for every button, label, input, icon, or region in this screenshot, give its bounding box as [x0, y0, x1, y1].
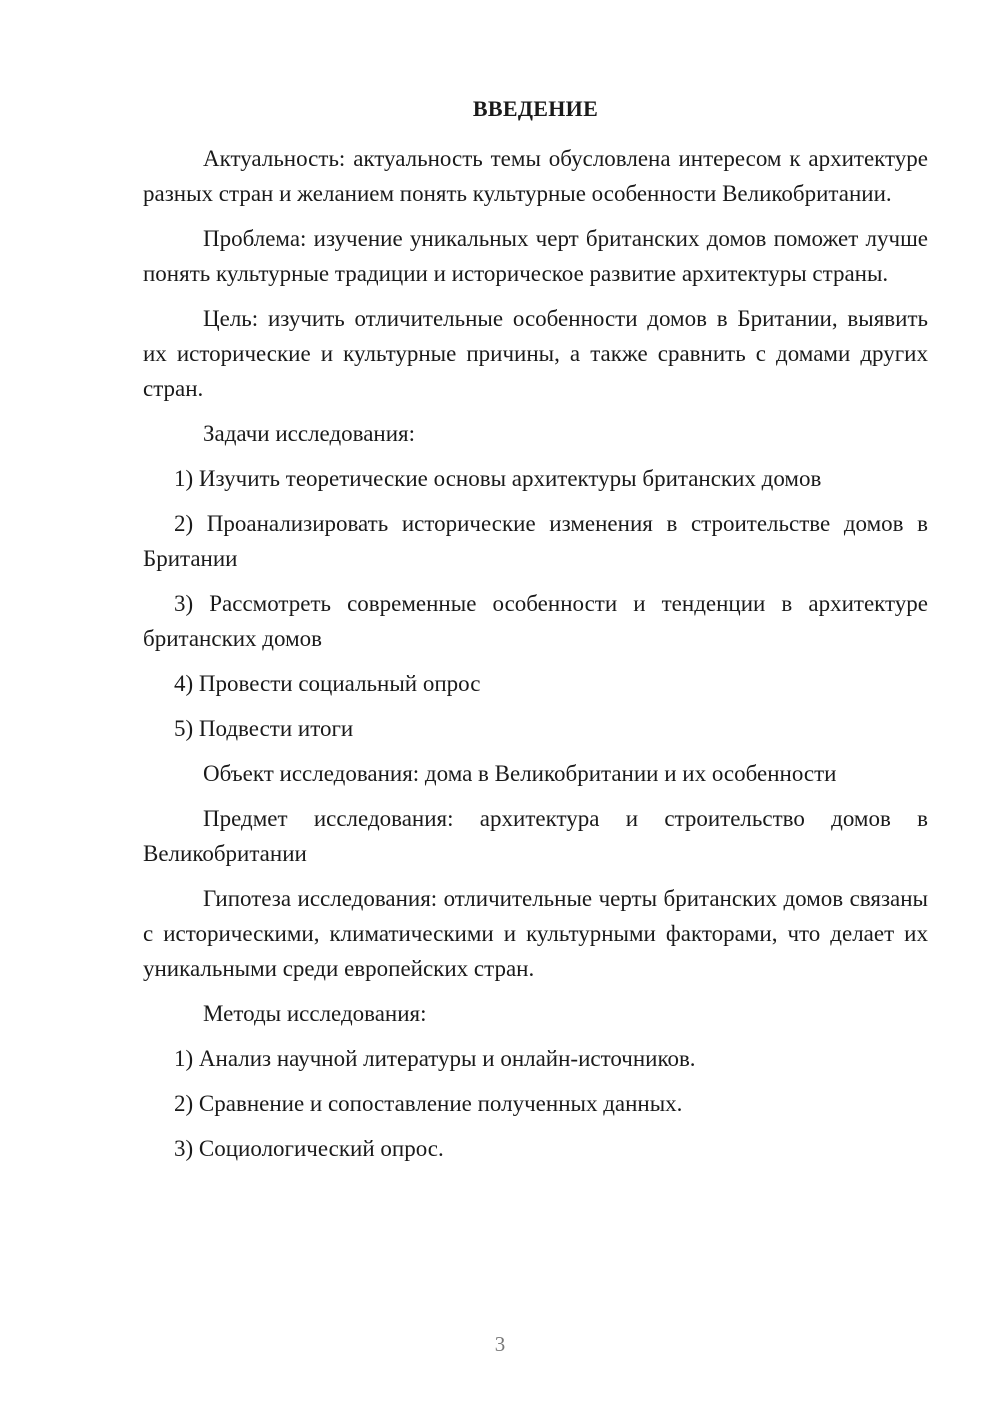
paragraph-tasks-title: Задачи исследования: [203, 421, 416, 446]
task-item-3: 3) Рассмотреть современные особенности и тенденции в архитектуре британских домов [143, 591, 928, 651]
task-item-1: 1) Изучить теоретические основы архитектуры британских домов [174, 466, 822, 491]
task-item-4: 4) Провести социальный опрос [174, 671, 481, 696]
paragraph-goal: Цель: изучить отличительные особенности домов в Британии, выявить их исторические и культурные причины, а также сравнить с домами других стран. [143, 306, 928, 401]
paragraph-methods-title: Методы исследования: [203, 1001, 427, 1026]
paragraph-problem: Проблема: изучение уникальных черт британских домов поможет лучше понять культурные традиции и историческое развитие архитектуры страны. [143, 226, 928, 286]
paragraph-hypothesis: Гипотеза исследования: отличительные черты британских домов связаны с историческими, климатическими и культурными факторами, что делает их уникальными среди европейских стран. [143, 886, 928, 981]
method-item-2: 2) Сравнение и сопоставление полученных данных. [174, 1091, 683, 1116]
task-item-2: 2) Проанализировать исторические изменения в строительстве домов в Британии [143, 511, 928, 571]
page-number: 3 [494, 1332, 506, 1356]
page-content [143, 94, 928, 1176]
method-item-1: 1) Анализ научной литературы и онлайн-источников. [174, 1046, 696, 1071]
section-heading: ВВЕДЕНИЕ [472, 96, 599, 121]
paragraph-object: Объект исследования: дома в Великобритании и их особенности [203, 761, 837, 786]
task-item-5: 5) Подвести итоги [174, 716, 354, 741]
method-item-3: 3) Социологический опрос. [174, 1136, 444, 1161]
paragraph-relevance: Актуальность: актуальность темы обусловлена интересом к архитектуре разных стран и желанием понять культурные особенности Великобритании. [143, 146, 928, 206]
paragraph-subject: Предмет исследования: архитектура и строительство домов в Великобритании [143, 806, 928, 866]
